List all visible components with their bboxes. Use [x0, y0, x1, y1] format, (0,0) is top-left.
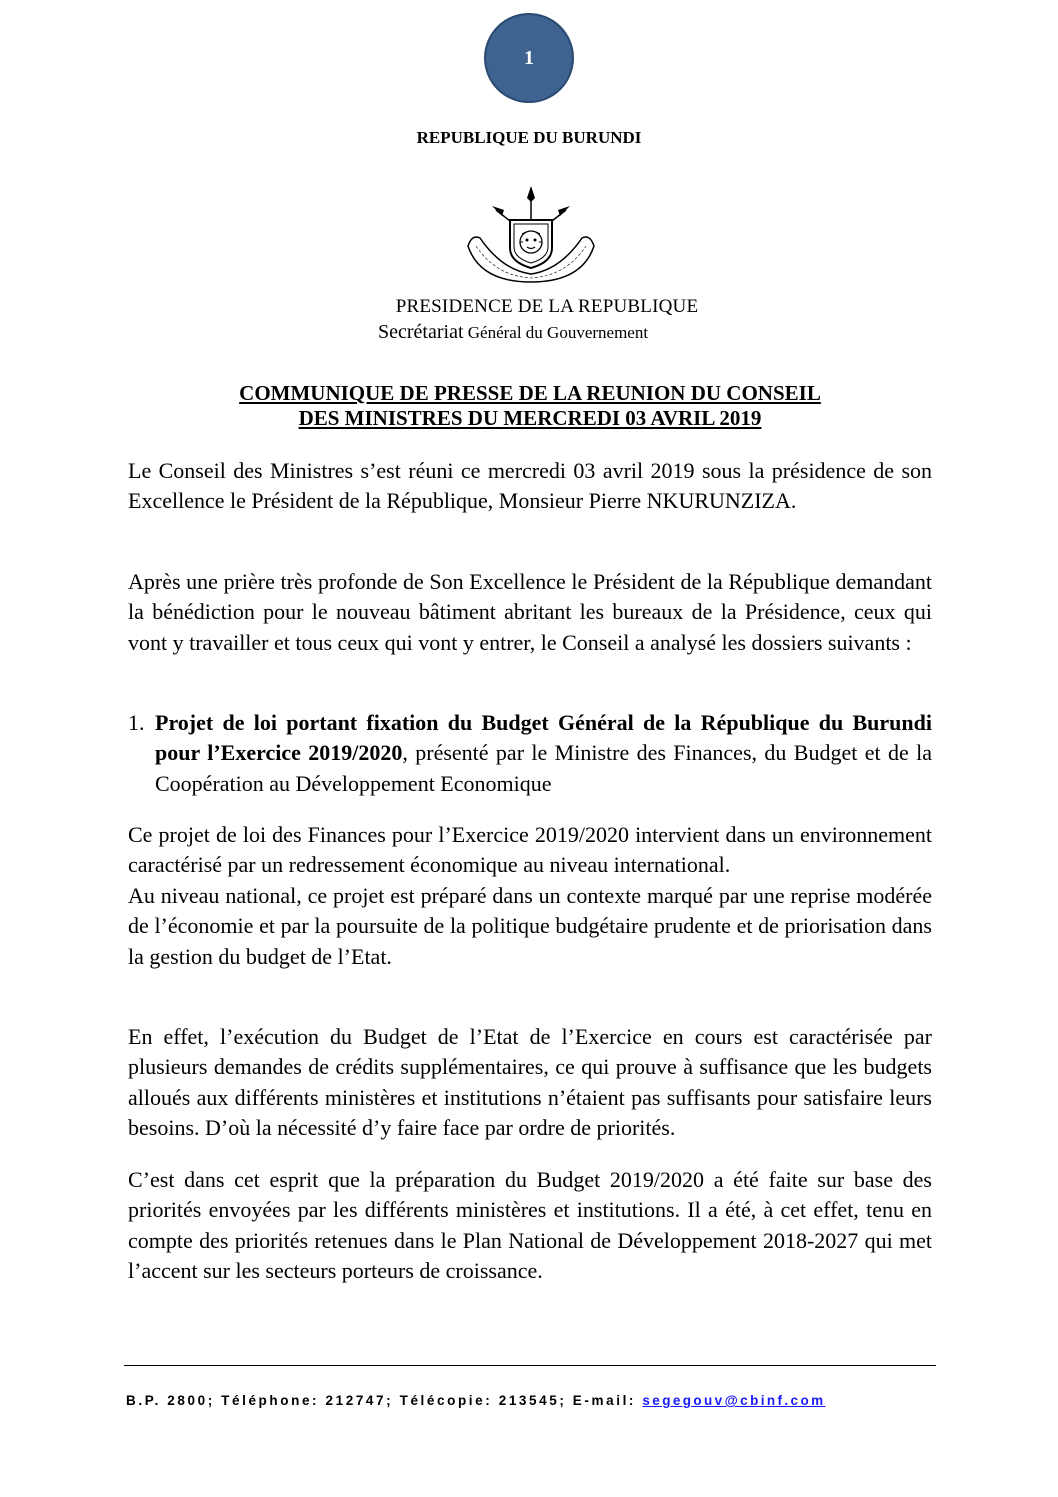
secretariat-heading [378, 321, 648, 344]
paragraph-opening: Le Conseil des Ministres s’est réuni ce mercredi 03 avril 2019 sous la présidence de son Excellence le Président de la République, Monsieur Pierre NKURUNZIZA. [128, 458, 932, 514]
title-line-2: DES MINISTRES DU MERCREDI 03 AVRIL 2019 [298, 406, 762, 430]
page-number-badge: 1 [484, 13, 574, 103]
footer-divider [124, 1365, 936, 1366]
secretariat-rest-text: Général du Gouvernement [463, 323, 649, 342]
paragraph-execution: En effet, l’exécution du Budget de l’Etat de l’Exercice en cours est caractérisée par plusieurs demandes de crédits supplémentaires, ce qui prouve à suffisance que les budgets alloués aux différents ministères et institutions n’étaient pas suffisants pour satisfaire leurs besoins. D’où la nécessité d’y faire face par ordre de priorités. [128, 1024, 932, 1141]
title-line-1: COMMUNIQUE DE PRESSE DE LA REUNION DU CONSEIL [239, 381, 821, 405]
paragraph-finance-context [128, 820, 932, 972]
footer-contact [126, 1393, 946, 1408]
country-heading: REPUBLIQUE DU BURUNDI [416, 128, 642, 147]
coat-of-arms-emblem [462, 186, 600, 284]
footer-contact-text: B.P. 2800; Téléphone: 212747; Télécopie: 213545; E-mail: [126, 1393, 643, 1408]
list-item-bold-title: Projet de loi portant fixation du Budget Général de la République du Burundi pour l’Exercice 2019/2020 [155, 710, 932, 766]
list-item-content [155, 708, 932, 799]
list-item-description: , présenté par le Ministre des Finances, du Budget et de la Coopération au Développement Economique [155, 740, 932, 796]
paragraph-preparation: C’est dans cet esprit que la préparation du Budget 2019/2020 a été faite sur base des priorités envoyées par les différents ministères et institutions. Il a été, à cet effet, tenu en compte des priorités retenues dans le Plan National de Développement 2018-2027 qui met l’accent sur les secteurs porteurs de croissance. [128, 1167, 932, 1284]
paragraph-national: Au niveau national, ce projet est préparé dans un contexte marqué par une reprise modérée de l’économie et par la poursuite de la politique budgétaire prudente et de priorisation dans la gestion du budget de l’Etat. [128, 882, 932, 969]
list-item-1 [128, 708, 932, 799]
presidency-heading: PRESIDENCE DE LA REPUBLIQUE [395, 296, 699, 317]
list-item-number: 1. [128, 710, 145, 735]
paragraph-prayer: Après une prière très profonde de Son Excellence le Président de la République demandant la bénédiction pour le nouveau bâtiment abritant les bureaux de la Présidence, ceux qui vont y travailler et tous ceux qui vont y entrer, le Conseil a analysé les dossiers suivants : [128, 569, 932, 655]
document-title [128, 381, 932, 431]
footer-email-link[interactable]: segegouv@cbinf.com [642, 1393, 826, 1408]
paragraph-international: Ce projet de loi des Finances pour l’Exercice 2019/2020 intervient dans un environnement caractérisé par un redressement économique au niveau international. [128, 822, 932, 878]
secretariat-main-text: Secrétariat [378, 321, 464, 343]
